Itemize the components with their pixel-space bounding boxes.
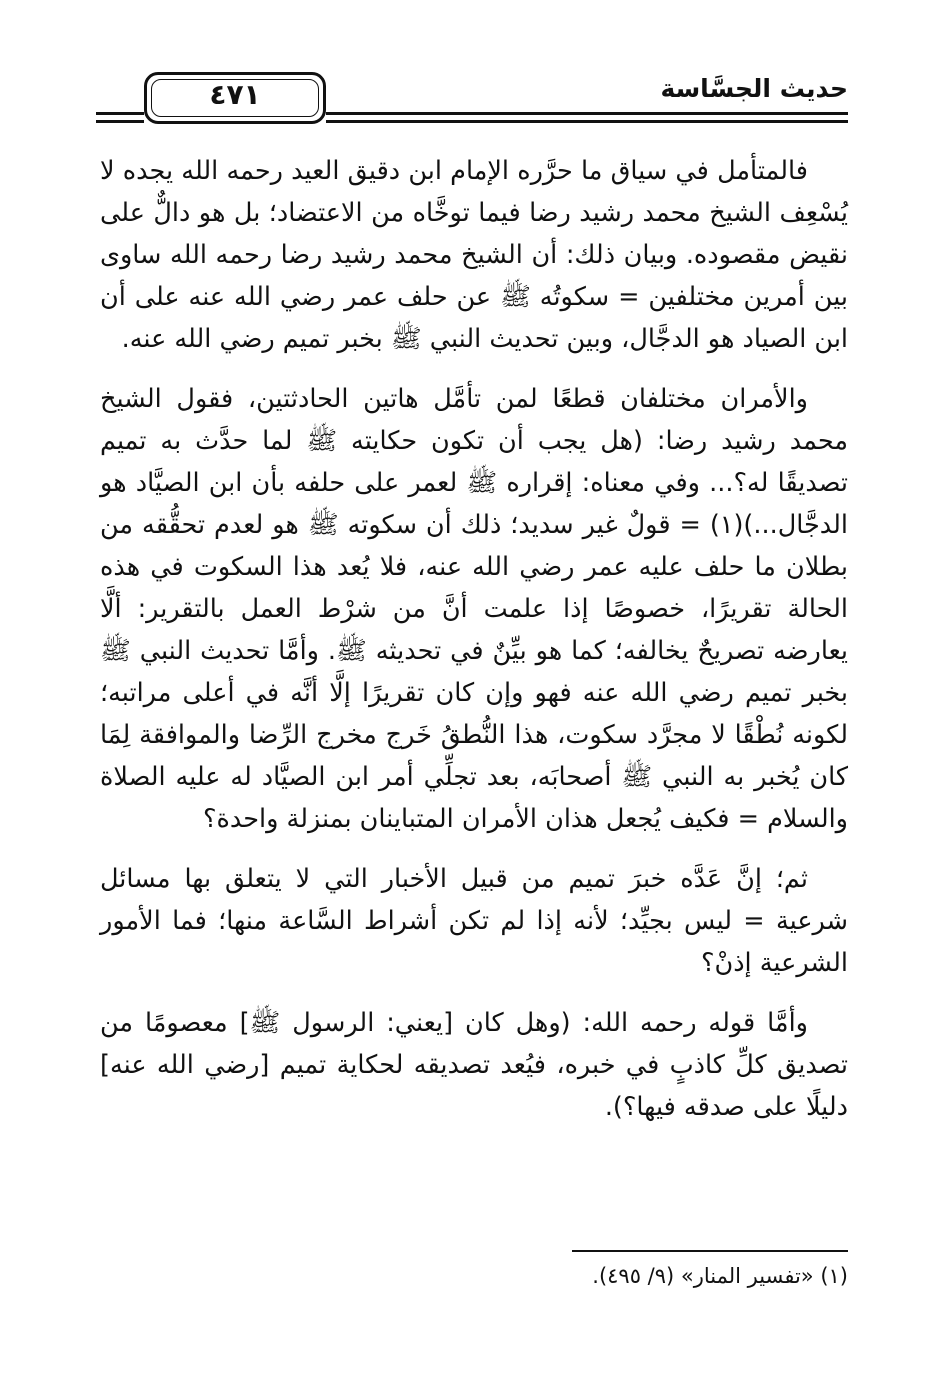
paragraph: وأمَّا قوله رحمه الله: (وهل كان [يعني: الرسول ﷺ] معصومًا من تصديق كلِّ كاذبٍ في خبره، فيُعد تصديقه لحكاية تميم [رضي الله عنه] دليلًا على صدقه فيها؟). — [100, 1008, 848, 1122]
footnote-separator — [572, 1250, 848, 1252]
header-rule — [326, 112, 848, 115]
header-rule — [96, 120, 144, 123]
chapter-title: حديث الجسَّاسة — [660, 74, 848, 103]
paragraph: والأمران مختلفان قطعًا لمن تأمَّل هاتين الحادثتين، فقول الشيخ محمد رشيد رضا: (هل يجب أن تكون حكايته ﷺ لما حدَّث به تميم تصديقًا له؟... وفي معناه: إقراره ﷺ لعمر على حلفه بأن ابن الصيَّاد هو الدجَّال...)(١) = قولٌ غير سديد؛ ذلك أن سكوته ﷺ هو لعدم تحقُّقه من بطلان ما حلف عليه عمر رضي الله عنه، فلا يُعد هذا السكوت في هذه الحالة تقريرًا، خصوصًا إذا علمت أنَّ من شرْط العمل بالتقرير: ألَّا يعارضه تصريحٌ يخالفه؛ كما هو بيِّنٌ في تحديثه ﷺ. وأمَّا تحديث النبي ﷺ بخبر تميم رضي الله عنه فهو وإن كان تقريرًا إلَّا أنَّه في أعلى مراتبه؛ لكونه نُطْقًا لا مجرَّد سكوت، هذا النُّطقُ خَرج مخرج الرِّضا والموافقة لِمَا كان يُخبر به النبي ﷺ أصحابَه، بعد تجلِّي أمر ابن الصيَّاد له عليه الصلاة والسلام = فكيف يُجعل هذان الأمران المتباينان بمنزلة واحدة؟ — [100, 384, 848, 834]
page-number-frame — [144, 72, 326, 124]
footnote: (١) «تفسير المنار» (٩/ ٤٩٥). — [592, 1264, 848, 1288]
paragraph: ثم؛ إنَّ عَدَّه خبرَ تميم من قبيل الأخبار التي لا يتعلق بها مسائل شرعية = ليس بجيِّد؛ لأنه إذا لم تكن أشراط السَّاعة منها؛ فما الأمور الشرعية إذنْ؟ — [100, 864, 848, 978]
running-header — [96, 70, 848, 132]
body-text — [100, 150, 848, 1146]
paragraph: فالمتأمل في سياق ما حرَّره الإمام ابن دقيق العيد رحمه الله يجده لا يُسْعِف الشيخ محمد رشيد رضا فيما توخَّاه من الاعتضاد؛ بل هو دالٌّ على نقيض مقصوده. وبيان ذلك: أن الشيخ محمد رشيد رضا رحمه الله ساوى بين أمرين مختلفين = سكوتُه ﷺ عن حلف عمر رضي الله عنه على أن ابن الصياد هو الدجَّال، وبين تحديث النبي ﷺ بخبر تميم رضي الله عنه. — [100, 156, 848, 354]
header-rule — [96, 112, 144, 115]
page-number: ٤٧١ — [209, 78, 261, 111]
header-rule — [326, 120, 848, 123]
